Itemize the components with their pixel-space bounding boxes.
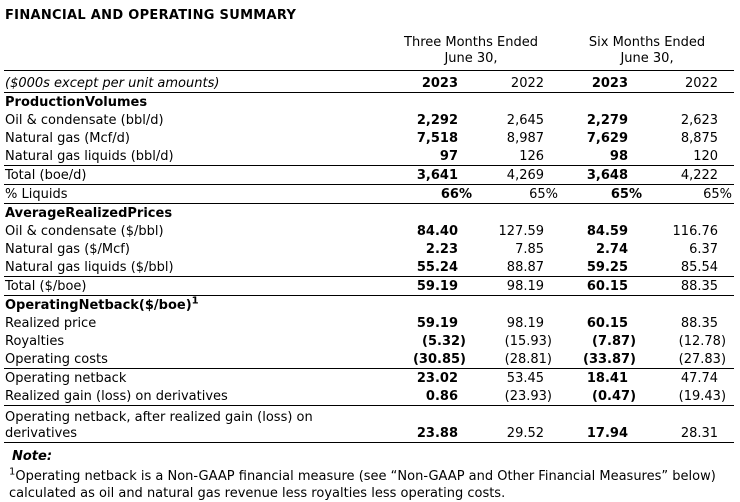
year-header-row [4,71,734,93]
table-row-oil-condensate-volume [4,111,734,129]
value-cell: 0.86 [425,389,458,404]
value-cell: 53.45 [474,369,560,388]
value-cell: 23.02 [382,369,474,388]
table-row-natural-gas-price [4,240,734,258]
value-cell: 18.41 [560,369,644,388]
value-cell: 3,648 [560,166,644,185]
value-cell: (19.43) [678,389,727,404]
financial-summary-table [4,31,734,443]
row-label: Realized price [5,316,97,331]
section-header-label: AverageRealizedPrices [5,206,173,221]
value-cell: (12.78) [678,334,727,349]
value-cell: 88.87 [506,260,545,275]
value-cell: 4,222 [644,166,734,185]
col-group-three-months [382,31,560,71]
value-cell: 85.54 [680,260,719,275]
table-row-ngl-volume [4,147,734,166]
row-label: Natural gas liquids (bbl/d) [5,149,174,164]
value-cell: 120 [693,149,719,164]
value-cell: 84.59 [586,224,629,239]
value-cell: 2.23 [425,242,458,257]
value-cell: 60.15 [586,316,629,331]
row-label: Operating netback, after realized gain (loss) on derivatives [4,406,382,443]
value-cell: 4,269 [474,166,560,185]
value-cell: 59.19 [416,316,458,331]
footnote-marker: 1 [191,295,199,307]
table-row-realized-gain-loss-derivatives [4,387,734,406]
column-group-header-row [4,31,734,71]
year-header: 2023 [382,71,474,93]
value-cell: 60.15 [560,277,644,296]
value-cell: 2,292 [416,113,458,128]
note-heading: Note: [12,449,53,464]
value-cell: 7,629 [586,131,629,146]
value-cell: (23.93) [504,389,553,404]
value-cell: 98.19 [506,316,545,331]
value-cell: (27.83) [678,352,727,367]
page-title: FINANCIAL AND OPERATING SUMMARY [5,8,297,23]
row-label: Natural gas (Mcf/d) [5,131,130,146]
row-label: Total (boe/d) [4,166,382,185]
table-row-operating-netback [4,369,734,388]
section-header-operating-netback [4,296,734,315]
value-cell: 7,518 [416,131,458,146]
col-group-line2: June 30, [444,51,498,66]
value-cell: 59.19 [382,277,474,296]
unit-note: ($000s except per unit amounts) [4,71,382,93]
value-cell: 17.94 [560,406,644,443]
row-label: Operating costs [5,352,108,367]
table-row-natural-gas-volume [4,129,734,147]
value-cell: 84.40 [416,224,458,239]
value-cell: 28.31 [644,406,734,443]
value-cell: 66% [382,185,474,204]
table-row-total-price-boe [4,277,734,296]
value-cell: 6.37 [689,242,719,257]
value-cell: 29.52 [474,406,560,443]
value-cell: 59.25 [586,260,629,275]
row-label: Operating netback [4,369,382,388]
row-label: Total ($/boe) [4,277,382,296]
value-cell: 2,623 [680,113,719,128]
row-label: Natural gas liquids ($/bbl) [5,260,174,275]
value-cell: 2,645 [506,113,545,128]
notes-section [4,448,736,502]
value-cell: 65% [644,185,734,204]
section-header-label: OperatingNetback($/boe) [5,298,192,313]
value-cell: 8,987 [506,131,545,146]
value-cell: 65% [474,185,560,204]
footnote-body: Operating netback is a Non-GAAP financial measure (see “Non-GAAP and Other Financial Measures” below) calculated as oil and natural gas revenue less royalties less operating costs. [9,469,716,501]
value-cell: 116.76 [672,224,719,239]
value-cell: 88.35 [644,277,734,296]
section-header-production-volumes [4,93,734,112]
col-group-line2: June 30, [620,51,674,66]
value-cell: 98.19 [474,277,560,296]
col-group-line1: Three Months Ended [404,35,538,50]
value-cell: 2,279 [586,113,629,128]
value-cell: (5.32) [422,334,466,349]
value-cell: 97 [439,149,458,164]
value-cell: (7.87) [592,334,637,349]
value-cell: 126 [519,149,545,164]
value-cell: 8,875 [680,131,719,146]
footnote-text [9,468,736,502]
value-cell: (33.87) [583,352,637,367]
value-cell: 98 [609,149,629,164]
value-cell: (15.93) [504,334,553,349]
table-row-operating-costs [4,350,734,369]
value-cell: 23.88 [382,406,474,443]
row-label: Realized gain (loss) on derivatives [5,389,228,404]
value-cell: (28.81) [504,352,553,367]
table-row-royalties [4,332,734,350]
table-row-total-boed [4,166,734,185]
section-header-label: ProductionVolumes [5,95,148,110]
table-row-percent-liquids [4,185,734,204]
row-label: Oil & condensate (bbl/d) [5,113,164,128]
value-cell: 127.59 [498,224,545,239]
value-cell: 2.74 [595,242,629,257]
value-cell: 47.74 [644,369,734,388]
table-row-oil-condensate-price [4,222,734,240]
row-label: Royalties [5,334,65,349]
value-cell: 88.35 [680,316,719,331]
row-label: Oil & condensate ($/bbl) [5,224,164,239]
table-row-netback-after-gain-loss [4,406,734,443]
value-cell: (30.85) [412,352,466,367]
value-cell: 55.24 [416,260,458,275]
row-label: % Liquids [4,185,382,204]
footnote-marker: 1 [9,466,16,478]
section-header-average-realized-prices [4,204,734,223]
table-row-realized-price [4,314,734,332]
year-header: 2023 [560,71,644,93]
year-header: 2022 [644,71,734,93]
empty-corner-cell [4,31,382,71]
row-label: Natural gas ($/Mcf) [5,242,130,257]
value-cell: 65% [560,185,644,204]
value-cell: 7.85 [515,242,545,257]
value-cell: 3,641 [382,166,474,185]
col-group-line1: Six Months Ended [588,35,706,50]
table-row-ngl-price [4,258,734,277]
value-cell: (0.47) [592,389,637,404]
year-header: 2022 [474,71,560,93]
col-group-six-months [560,31,734,71]
